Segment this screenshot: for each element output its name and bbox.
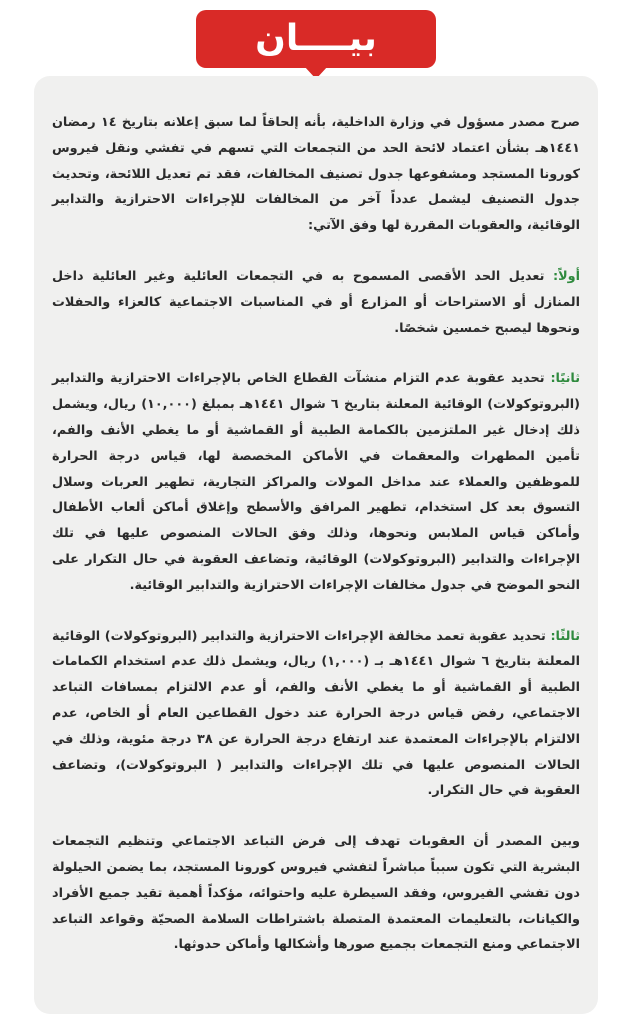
paragraph-third [52,624,580,805]
paragraph-second-lead: ثانيًا: [550,371,580,387]
paragraph-first-text: تعديل الحد الأقصى المسموح به في التجمعات العائلية وغير العائلية داخل المنازل أو الاستراحات أو المزارع أو في المناسبات الاجتماعية كالعزاء والحفلات ونحوها ليصبح خمسين شخصًا. [52,268,580,336]
paragraph-third-text: تحديد عقوبة تعمد مخالفة الإجراءات الاحترازية والتدابير (البروتوكولات) الوقائية المعلنة بتاريخ ٦ شوال ١٤٤١هـ بـ (١,٠٠٠) ريال، ويشمل ذلك عدم استخدام الكمامات الطبية أو القماشية أو ما يغطي الأنف والفم، أو عدم الالتزام بمسافات التباعد الاجتماعي، رفض قياس درجة الحرارة عند دخول القطاعين العام أو الخاص، عدم الالتزام بالإجراءات المعتمدة عند ارتفاع درجة الحرارة عن ٣٨ درجة مئوية، وذلك في الحالات المنصوص عليها في تلك الإجراءات والتدابير ( البروتوكولات)، وتضاعف العقوبة في حال التكرار. [52,628,580,799]
paragraph-first [52,264,580,341]
paragraph-second [52,366,580,598]
paragraph-third-lead: ثالثًا: [550,628,580,644]
intro-text: صرح مصدر مسؤول في وزارة الداخلية، بأنه إلحاقاً لما سبق إعلانه بتاريخ ١٤ رمضان ١٤٤١هـ بشأن اعتماد لائحة الحد من التجمعات التي تسهم في تفشي ونقل فيروس كورونا المستجد ومشفوعها جدول تصنيف المخالفات، فقد تم تعديل اللائحة، وتحديث جدول التصنيف ليشمل عدداً آخر من المخالفات للإجراءات الاحترازية والتدابير الوقائية، والعقوبات المقررة لها وفق الآتي: [52,115,580,234]
closing-paragraph [52,829,580,958]
paragraph-first-lead: أولاً: [553,268,580,284]
intro-paragraph [52,110,580,239]
statement-card [34,76,598,1014]
paragraph-second-text: تحديد عقوبة عدم التزام منشآت القطاع الخاص بالإجراءات الاحترازية والتدابير (البروتوكولات) الوقائية المعلنة بتاريخ ٦ شوال ١٤٤١هـ بمبلغ (١٠,٠٠٠) ريال، ويشمل ذلك إدخال غير الملتزمين بالكمامة الطبية أو القماشية أو ما يغطي الأنف والفم، تأمين المطهرات والمعقمات في الأماكن المخصصة لها، قياس درجة الحرارة للموظفين والعملاء عند مداخل المولات والمراكز التجارية، تطهير العربات وسلال التسوق بعد كل استخدام، تطهير المرافق والأسطح وإغلاق أماكن ألعاب الأطفال وأماكن قياس الملابس ونحوها، وذلك وفق الحالات المنصوص عليها في تلك الإجراءات والتدابير (البروتوكولات) الوقائية، وتضاعف العقوبة في حال التكرار على النحو الموضح في جدول مخالفات الإجراءات الاحترازية والتدابير الوقائية. [52,371,580,593]
banner-title: بيــــان [255,18,377,59]
statement-banner [196,10,436,68]
closing-text: وبين المصدر أن العقوبات تهدف إلى فرض التباعد الاجتماعي وتنظيم التجمعات البشرية التي تكون سبباً مباشراً لتفشي فيروس كورونا المستجد، بما يضمن الحيلولة دون تفشي الفيروس، وفقد السيطرة عليه واحتوائه، مؤكداً أهمية تقيد جميع الأفراد والكيانات، بالتعليمات المعتمدة المتصلة باشتراطات السلامة الصحيّة وقواعد التباعد الاجتماعي ومنع التجمعات بجميع صورها وأشكالها وأماكن حدوثها. [52,834,580,953]
